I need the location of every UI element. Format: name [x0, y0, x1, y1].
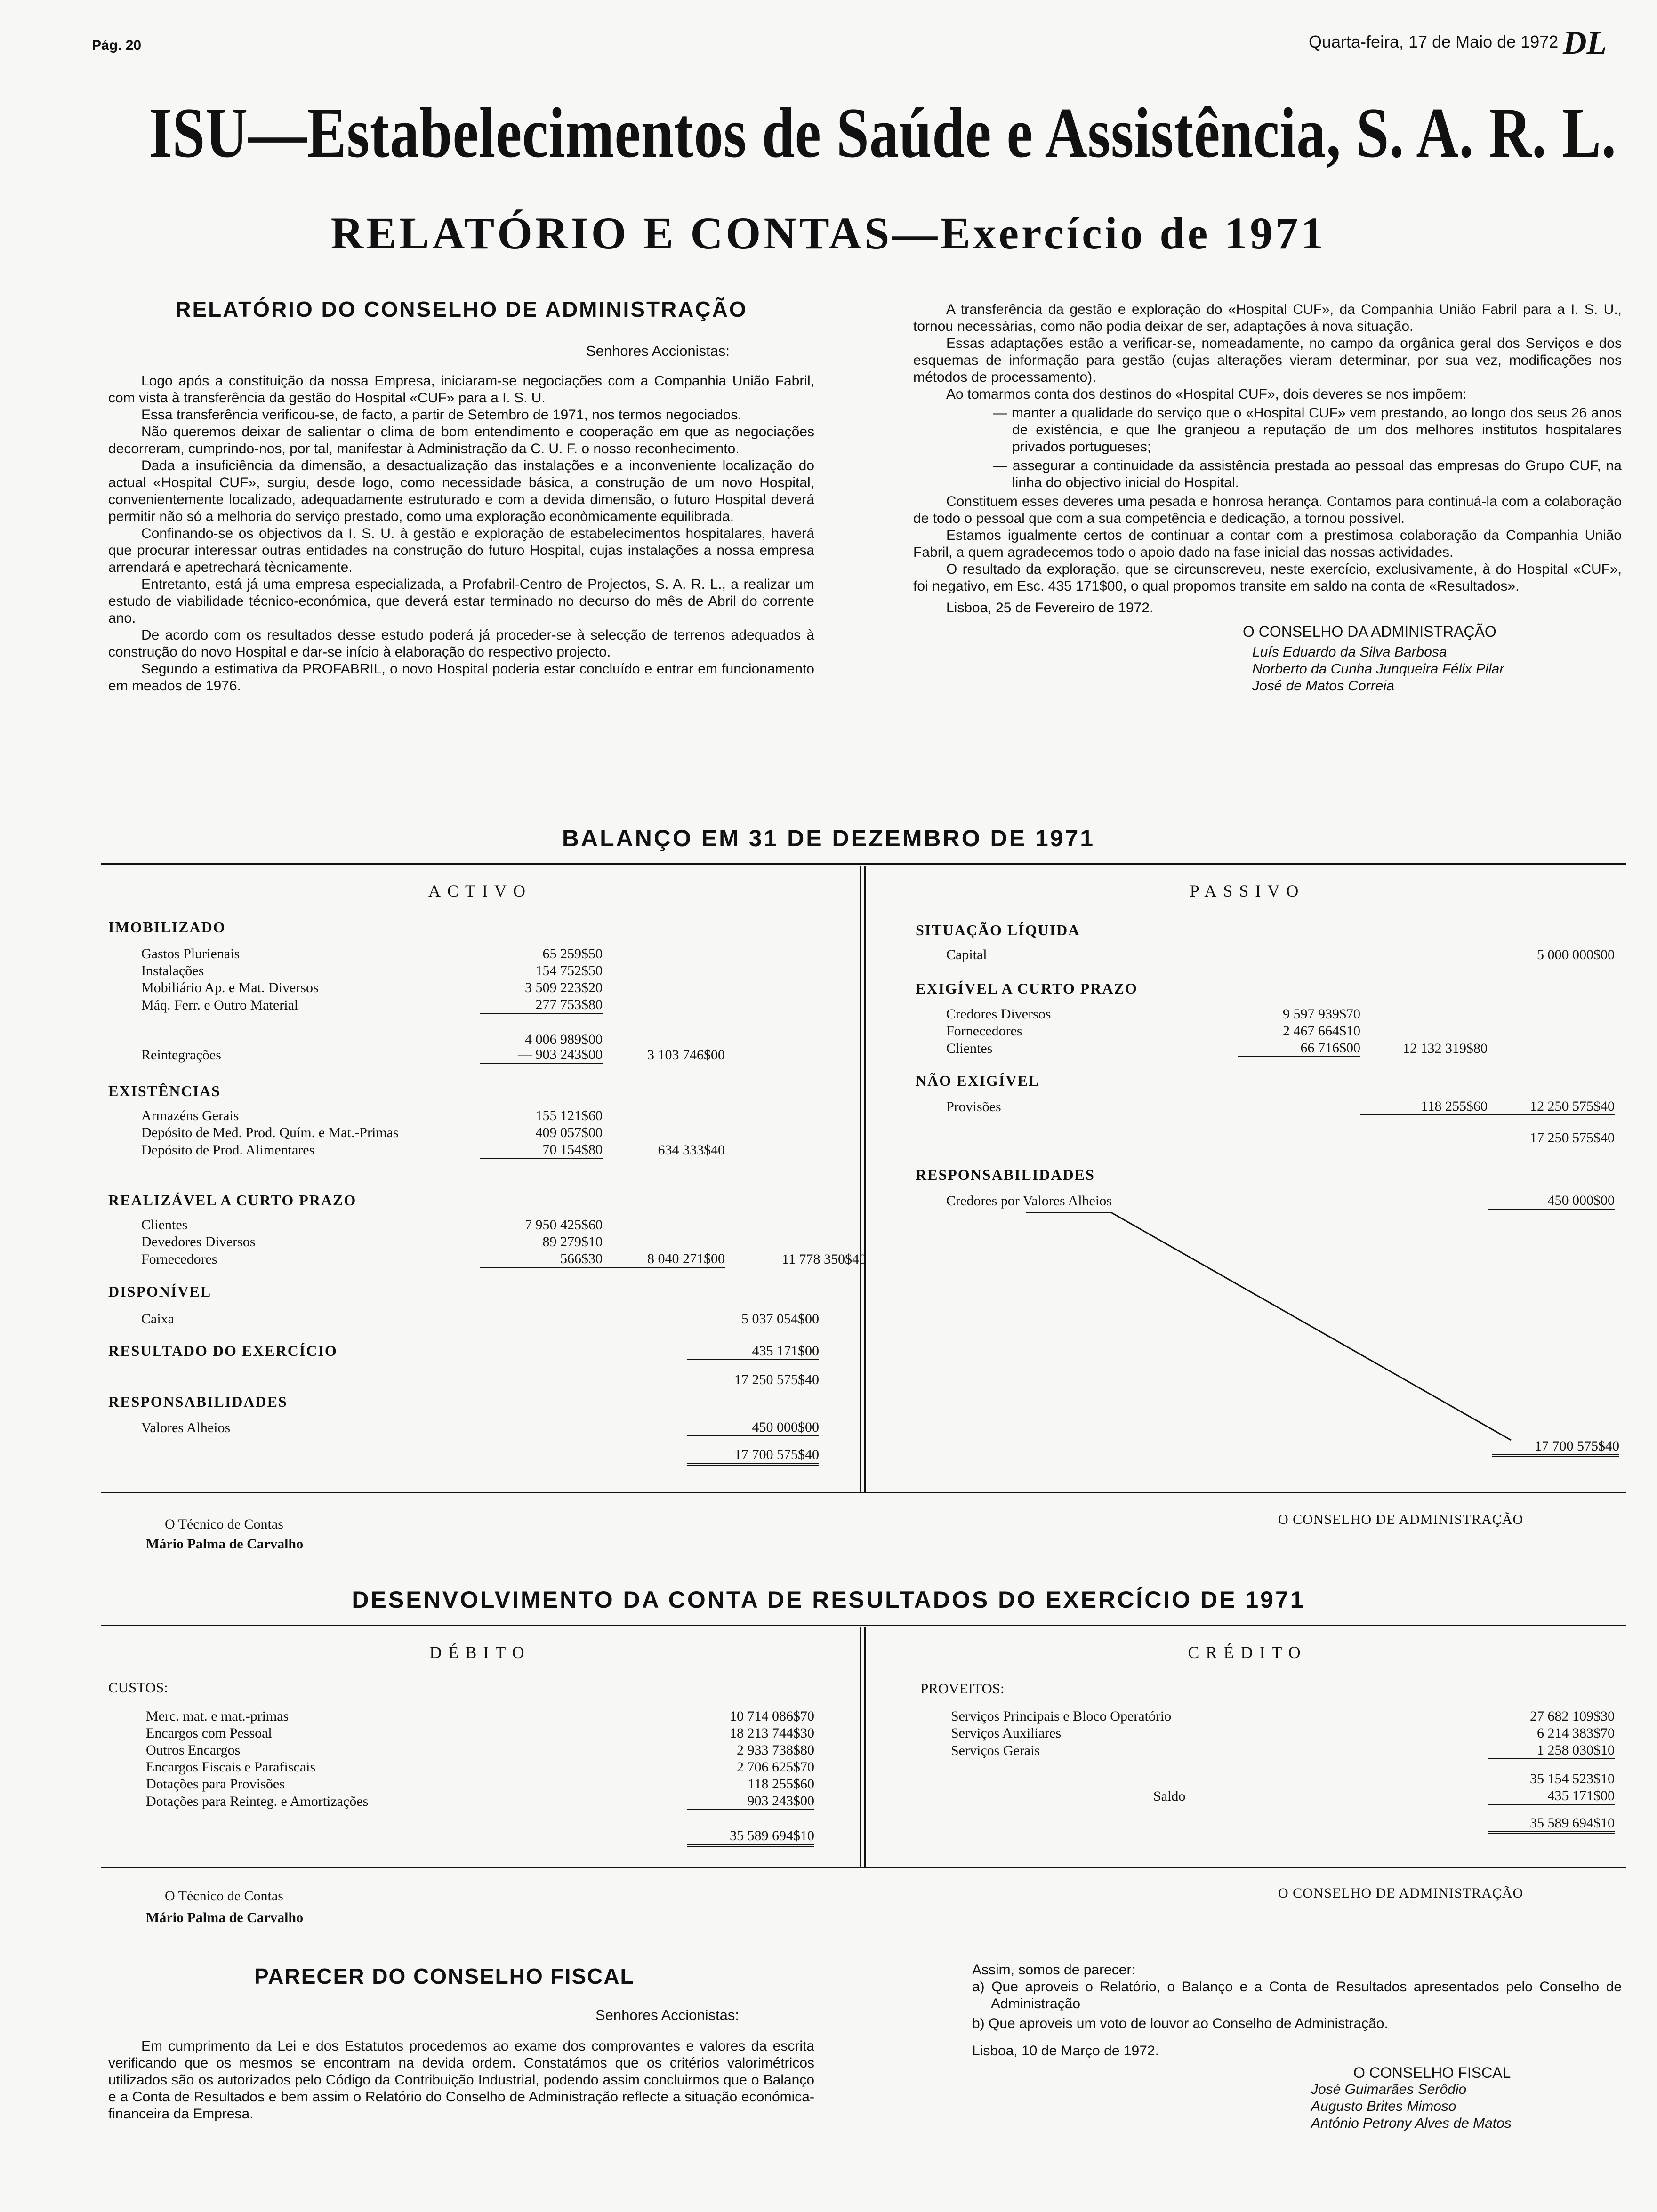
debito-title: DÉBITO	[429, 1643, 531, 1662]
report-subtitle: RELATÓRIO E CONTAS—Exercício de 1971	[330, 208, 1327, 258]
existencias-table	[141, 1107, 725, 1159]
resultado-table	[108, 1342, 819, 1388]
report-right-column	[913, 301, 1622, 695]
signatory: António Petrony Alves de Matos	[1311, 2116, 1512, 2131]
account-value: 435 171$00	[1488, 1787, 1615, 1804]
account-value: 566$30	[480, 1250, 603, 1267]
account-value: 634 333$40	[658, 1142, 725, 1158]
account-label: Gastos Plurienais	[141, 946, 240, 962]
table-row	[951, 1759, 1615, 1787]
table-row	[146, 1741, 814, 1758]
resultado-label: RESULTADO DO EXERCÍCIO	[108, 1342, 338, 1359]
account-value: 27 682 109$30	[1530, 1708, 1615, 1724]
provisoes-table	[946, 1098, 1615, 1146]
account-value: 118 255$60	[748, 1776, 814, 1792]
table-row	[141, 996, 603, 1013]
parecer-item: b) Que aproveis um voto de louvor ao Conselho de Administração.	[972, 2016, 1388, 2031]
total-value: 17 250 575$40	[1530, 1130, 1615, 1146]
table-row	[951, 1724, 1615, 1741]
account-value: 9 597 939$70	[1283, 1006, 1360, 1022]
account-label: Encargos Fiscais e Parafiscais	[146, 1759, 316, 1775]
table-row	[951, 1804, 1615, 1833]
table-row	[141, 1031, 603, 1048]
total-value: 17 700 575$40	[687, 1436, 819, 1464]
table-row	[141, 1419, 819, 1436]
table-row	[141, 1250, 866, 1267]
account-value: 1 258 030$10	[1488, 1741, 1615, 1759]
table-row	[141, 1216, 866, 1233]
nao-exigivel-label: NÃO EXIGÍVEL	[916, 1072, 1040, 1089]
table-row	[141, 962, 603, 979]
account-label: Clientes	[946, 1041, 993, 1056]
account-label: Outros Encargos	[146, 1742, 241, 1758]
valores-table	[141, 1419, 819, 1466]
table-row	[946, 1098, 1615, 1115]
balance-divider	[860, 866, 861, 1492]
account-label: Fornecedores	[946, 1023, 1022, 1039]
report-signature-title: O CONSELHO DA ADMINISTRAÇÃO	[1243, 623, 1496, 640]
company-title: ISU—Estabelecimentos de Saúde e Assistência, S. A. R. L.	[149, 93, 1617, 172]
report-paragraph: Ao tomarmos conta dos destinos do «Hospital CUF», dois deveres se nos impõem:	[946, 386, 1467, 402]
account-label: Serviços Auxiliares	[951, 1725, 1062, 1741]
exigivel-table	[946, 1005, 1615, 1057]
account-value: 155 121$60	[535, 1108, 603, 1123]
parecer-item: a) Que aproveis o Relatório, o Balanço e a Conta de Resultados apresentados pelo Conselho de Administração	[972, 1979, 1622, 2012]
parecer-intro: Assim, somos de parecer:	[972, 1962, 1135, 1978]
account-value: 450 000$00	[687, 1419, 819, 1436]
account-label: Serviços Gerais	[951, 1743, 1040, 1758]
issue-date: Quarta-feira, 17 de Maio de 1972	[1309, 32, 1559, 51]
situacao-label: SITUAÇÃO LÍQUIDA	[916, 922, 1080, 938]
report-paragraph: Não queremos deixar de salientar o clima de bom entendimento e cooperação em que as negociações decorreram, cumprindo-nos, por tal, manifestar à Administração da C. U. F. o nosso reconhecimento.	[108, 424, 814, 457]
signatory: Norberto da Cunha Junqueira Félix Pilar	[1252, 661, 1504, 677]
total-value: 17 700 575$40	[1492, 1437, 1619, 1456]
report-paragraph: O resultado da exploração, que se circunscreveu, neste exercício, exclusivamente, à do Hospital «CUF», foi negativo, em Esc. 435 171$00, o qual propomos transite em saldo na conta de «Resultados».	[913, 561, 1622, 594]
tecnico-name: Mário Palma de Carvalho	[146, 1536, 304, 1552]
table-row	[146, 1792, 814, 1810]
exigivel-label: EXIGÍVEL A CURTO PRAZO	[916, 980, 1138, 997]
account-label: Devedores Diversos	[141, 1234, 256, 1250]
account-value: 11 778 350$40	[782, 1251, 866, 1267]
account-label: Clientes	[141, 1217, 188, 1233]
report-paragraph: Constituem esses deveres uma pesada e honrosa herança. Contamos para continuá-la com a colaboração de todo o pessoal que com a sua competência e dedicação, a tornou possível.	[913, 494, 1622, 526]
account-label: Merc. mat. e mat.-primas	[146, 1708, 289, 1724]
account-value: 2 467 664$10	[1283, 1023, 1360, 1039]
account-label: Mobiliário Ap. e Mat. Diversos	[141, 980, 319, 995]
realizavel-label: REALIZÁVEL A CURTO PRAZO	[108, 1192, 357, 1209]
parecer-paragraph: Em cumprimento da Lei e dos Estatutos procedemos ao exame dos comprovantes e valores da escrita verificando que os mesmos se encontram na devida ordem. Constatámos que os critérios valorimétricos utilizados são os autorizados pelo Código da Contribuição Industrial, podendo assim concluirmos que o Balanço e a Conta de Resultados e bem assim o Relatório do Conselho de Administração reflecte a situação económica-financeira da Empresa.	[108, 2038, 814, 2122]
account-label: Dotações para Reinteg. e Amortizações	[146, 1794, 369, 1809]
account-label: Provisões	[946, 1099, 1001, 1114]
account-value: 12 250 575$40	[1488, 1098, 1615, 1115]
proveitos-label: PROVEITOS:	[920, 1680, 1005, 1697]
table-row	[146, 1758, 814, 1775]
account-value: 3 509 223$20	[525, 980, 603, 995]
account-value: 277 753$80	[480, 996, 603, 1013]
parecer-salutation: Senhores Accionistas:	[595, 2007, 740, 2023]
account-value: 5 037 054$00	[741, 1311, 819, 1327]
signatory: Augusto Brites Mimoso	[1311, 2099, 1456, 2114]
account-label: Máq. Ferr. e Outro Material	[141, 997, 298, 1013]
board-signature: O CONSELHO DE ADMINISTRAÇÃO	[1278, 1885, 1524, 1901]
table-row	[146, 1775, 814, 1792]
account-label: Capital	[946, 947, 987, 962]
caixa-table	[141, 1310, 819, 1327]
parecer-heading: PARECER DO CONSELHO FISCAL	[254, 1964, 635, 1988]
account-value: 5 000 000$00	[1537, 947, 1615, 962]
table-row	[946, 1192, 1615, 1209]
table-row	[141, 979, 603, 996]
table-row	[108, 1342, 819, 1360]
account-value: 2 933 738$80	[737, 1742, 814, 1758]
report-paragraph: A transferência da gestão e exploração do «Hospital CUF», da Companhia União Fabril para a I. S. U., tornou necessárias, como não podia deixar de ser, adaptações à nova situação.	[913, 302, 1622, 334]
publication-logo: DL	[1563, 25, 1607, 61]
report-paragraph: Essa transferência verificou-se, de facto, a partir de Setembro de 1971, nos termos negociados.	[141, 407, 742, 423]
realizavel-table	[141, 1216, 866, 1268]
subtotal-value: 4 006 989$00	[525, 1032, 603, 1047]
account-label: Serviços Principais e Bloco Operatório	[951, 1708, 1172, 1724]
total-value: 35 589 694$10	[1488, 1804, 1615, 1833]
duty-item: — manter a qualidade do serviço que o «Hospital CUF» vem prestando, ao longo dos seus 26 anos de existência, e que lhe granjeou a reputação de um dos melhores institutos hospitalares privados portugueses;	[993, 405, 1622, 455]
account-value: 3 103 746$00	[647, 1047, 725, 1063]
account-label: Credores Diversos	[946, 1006, 1051, 1022]
account-value: 10 714 086$70	[730, 1708, 814, 1724]
table-row	[141, 1107, 725, 1124]
activo-title: ACTIVO	[428, 882, 532, 900]
account-label: Depósito de Med. Prod. Quím. e Mat.-Primas	[141, 1125, 399, 1140]
table-row	[141, 1233, 866, 1250]
table-row	[108, 1360, 819, 1388]
results-divider	[864, 1627, 866, 1867]
account-label: Fornecedores	[141, 1251, 217, 1267]
account-value: 8 040 271$00	[603, 1250, 725, 1267]
report-place-date: Lisboa, 25 de Fevereiro de 1972.	[946, 600, 1154, 616]
imobilizado-table	[141, 945, 603, 1048]
saldo-label: Saldo	[1153, 1788, 1186, 1804]
account-label: Reintegrações	[141, 1047, 221, 1063]
table-row	[146, 1724, 814, 1741]
results-bottom-rule	[101, 1867, 1626, 1868]
tecnico-title: O Técnico de Contas	[165, 1888, 283, 1904]
passivo-title: PASSIVO	[1190, 882, 1305, 900]
credito-title: CRÉDITO	[1188, 1643, 1307, 1662]
account-value: 409 057$00	[535, 1125, 603, 1140]
results-divider	[860, 1627, 861, 1867]
page-number: Pág. 20	[92, 38, 142, 53]
passivo-total-table	[1492, 1437, 1619, 1457]
table-row	[141, 1046, 725, 1063]
table-row	[141, 1436, 819, 1464]
board-signature: O CONSELHO DE ADMINISTRAÇÃO	[1278, 1512, 1524, 1527]
responsabilidades-label: RESPONSABILIDADES	[916, 1166, 1095, 1183]
account-label: Credores por Valores Alheios	[946, 1193, 1112, 1209]
table-row	[141, 1141, 725, 1158]
account-value: 435 171$00	[687, 1342, 819, 1360]
account-value: 7 950 425$60	[525, 1217, 603, 1233]
table-row	[951, 1741, 1615, 1759]
account-value: 66 716$00	[1238, 1039, 1360, 1057]
account-value: 450 000$00	[1488, 1192, 1615, 1209]
cancel-diagonal-line	[1026, 1212, 1619, 1467]
parecer-place-date: Lisboa, 10 de Março de 1972.	[972, 2043, 1159, 2059]
table-row	[141, 945, 603, 962]
signatory: José Guimarães Serôdio	[1311, 2082, 1467, 2097]
report-paragraph: Essas adaptações estão a verificar-se, nomeadamente, no campo da orgânica geral dos Serviços e dos esquemas de informação para gestão (cujas alterações vieram determinar, por sua vez, modificações nos métodos de processamento).	[913, 336, 1622, 385]
table-row	[946, 1022, 1615, 1039]
account-label: Encargos com Pessoal	[146, 1725, 272, 1741]
table-row	[951, 1787, 1615, 1804]
report-paragraph: Dada a insuficiência da dimensão, a desactualização das instalações e a inconveniente localização do actual «Hospital CUF», surgiu, desde logo, como necessidade básica, a construção de um novo Hospital, convenientemente localizado, adequadamente estruturado e com a devida dimensão, o futuro Hospital deverá permitir não só a melhoria do serviço prestado, como uma exploração econòmicamente equilibrada.	[108, 458, 814, 524]
account-value: 6 214 383$70	[1537, 1725, 1615, 1741]
table-row	[141, 1310, 819, 1327]
table-row	[141, 1124, 725, 1141]
responsabilidades-label: RESPONSABILIDADES	[108, 1393, 288, 1410]
account-value: 2 706 625$70	[737, 1759, 814, 1775]
account-label: Caixa	[141, 1311, 174, 1327]
duty-item: — assegurar a continuidade da assistência prestada ao pessoal das empresas do Grupo CUF, na linha do objectivo inicial do Hospital.	[993, 458, 1622, 490]
existencias-label: EXISTÊNCIAS	[108, 1082, 221, 1099]
account-label: Instalações	[141, 963, 204, 978]
proveitos-table	[951, 1707, 1615, 1834]
capital-table	[946, 946, 1615, 963]
report-left-column	[108, 373, 814, 695]
table-row	[946, 1115, 1615, 1146]
custos-label: CUSTOS:	[108, 1679, 168, 1696]
parecer-signature-title: O CONSELHO FISCAL	[1353, 2064, 1511, 2081]
account-value: 89 279$10	[542, 1234, 603, 1250]
account-value: 70 154$80	[480, 1141, 603, 1158]
account-value: 65 259$50	[542, 946, 603, 962]
results-heading: DESENVOLVIMENTO DA CONTA DE RESULTADOS DO EXERCÍCIO DE 1971	[352, 1587, 1305, 1613]
report-paragraph: Estamos igualmente certos de continuar a contar com a prestimosa colaboração da Companhia União Fabril, a quem agradecemos todo o apoio dado na fase inicial das nossas actividades.	[913, 528, 1622, 560]
report-paragraph: De acordo com os resultados desse estudo poderá já proceder-se à selecção de terrenos adequados à construção do novo Hospital e dar-se início à elaboração do respectivo projecto.	[108, 627, 814, 660]
custos-table	[146, 1707, 814, 1847]
signatory: José de Matos Correia	[1252, 678, 1394, 694]
account-label: Valores Alheios	[141, 1420, 231, 1435]
account-value: 12 132 319$80	[1403, 1041, 1488, 1056]
tecnico-title: O Técnico de Contas	[165, 1516, 283, 1532]
table-row	[946, 1039, 1615, 1057]
results-top-rule	[101, 1625, 1626, 1626]
signatory: Luís Eduardo da Silva Barbosa	[1252, 644, 1447, 660]
account-label: Dotações para Provisões	[146, 1776, 285, 1792]
table-row	[146, 1707, 814, 1724]
account-value: 903 243$00	[687, 1792, 814, 1810]
balance-top-rule	[101, 863, 1626, 865]
account-value: 18 213 744$30	[730, 1725, 814, 1741]
account-value: — 903 243$00	[480, 1046, 603, 1063]
disponivel-label: DISPONÍVEL	[108, 1283, 212, 1300]
total-value: 17 250 575$40	[734, 1372, 819, 1387]
account-value: 154 752$50	[535, 963, 603, 978]
report-paragraph: Confinando-se os objectivos da I. S. U. à gestão e exploração de estabelecimentos hospitalares, haverá que procurar interessar outras entidades na construção do futuro Hospital, cujas instalações a nossa empresa arrendará e apetrechará tècnicamente.	[108, 526, 814, 575]
table-row	[1492, 1437, 1619, 1456]
table-row	[146, 1810, 814, 1845]
account-label: Depósito de Prod. Alimentares	[141, 1142, 315, 1158]
reintegracoes-table	[141, 1046, 725, 1064]
table-row	[951, 1707, 1615, 1724]
account-label: Armazéns Gerais	[141, 1108, 239, 1123]
balance-bottom-rule	[101, 1492, 1626, 1493]
account-value: 118 255$60	[1360, 1098, 1488, 1115]
parecer-text	[108, 2038, 814, 2123]
table-row	[946, 946, 1615, 963]
report-paragraph: Entretanto, está já uma empresa especializada, a Profabril-Centro de Projectos, S. A. R. L., a realizar um estudo de viabilidade técnico-económica, que deverá estar terminado no decurso do mês de Abril do corrente ano.	[108, 577, 814, 626]
balance-heading: BALANÇO EM 31 DE DEZEMBRO DE 1971	[562, 825, 1095, 851]
credores-alheios-table	[946, 1192, 1615, 1210]
balance-divider	[864, 866, 866, 1492]
imobilizado-label: IMOBILIZADO	[108, 919, 226, 936]
report-salutation: Senhores Accionistas:	[586, 343, 730, 359]
tecnico-name: Mário Palma de Carvalho	[146, 1910, 304, 1925]
report-heading: RELATÓRIO DO CONSELHO DE ADMINISTRAÇÃO	[175, 297, 748, 321]
report-paragraph: Logo após a constituição da nossa Empresa, iniciaram-se negociações com a Companhia União Fabril, com vista à transferência da gestão do Hospital «CUF» para a I. S. U.	[108, 373, 814, 406]
table-row	[946, 1005, 1615, 1022]
parecer-right-column	[972, 1962, 1622, 2132]
total-value: 35 589 694$10	[687, 1810, 814, 1845]
subtotal-value: 35 154 523$10	[1530, 1771, 1615, 1787]
report-paragraph: Segundo a estimativa da PROFABRIL, o novo Hospital poderia estar concluído e entrar em funcionamento em meados de 1976.	[108, 661, 814, 694]
